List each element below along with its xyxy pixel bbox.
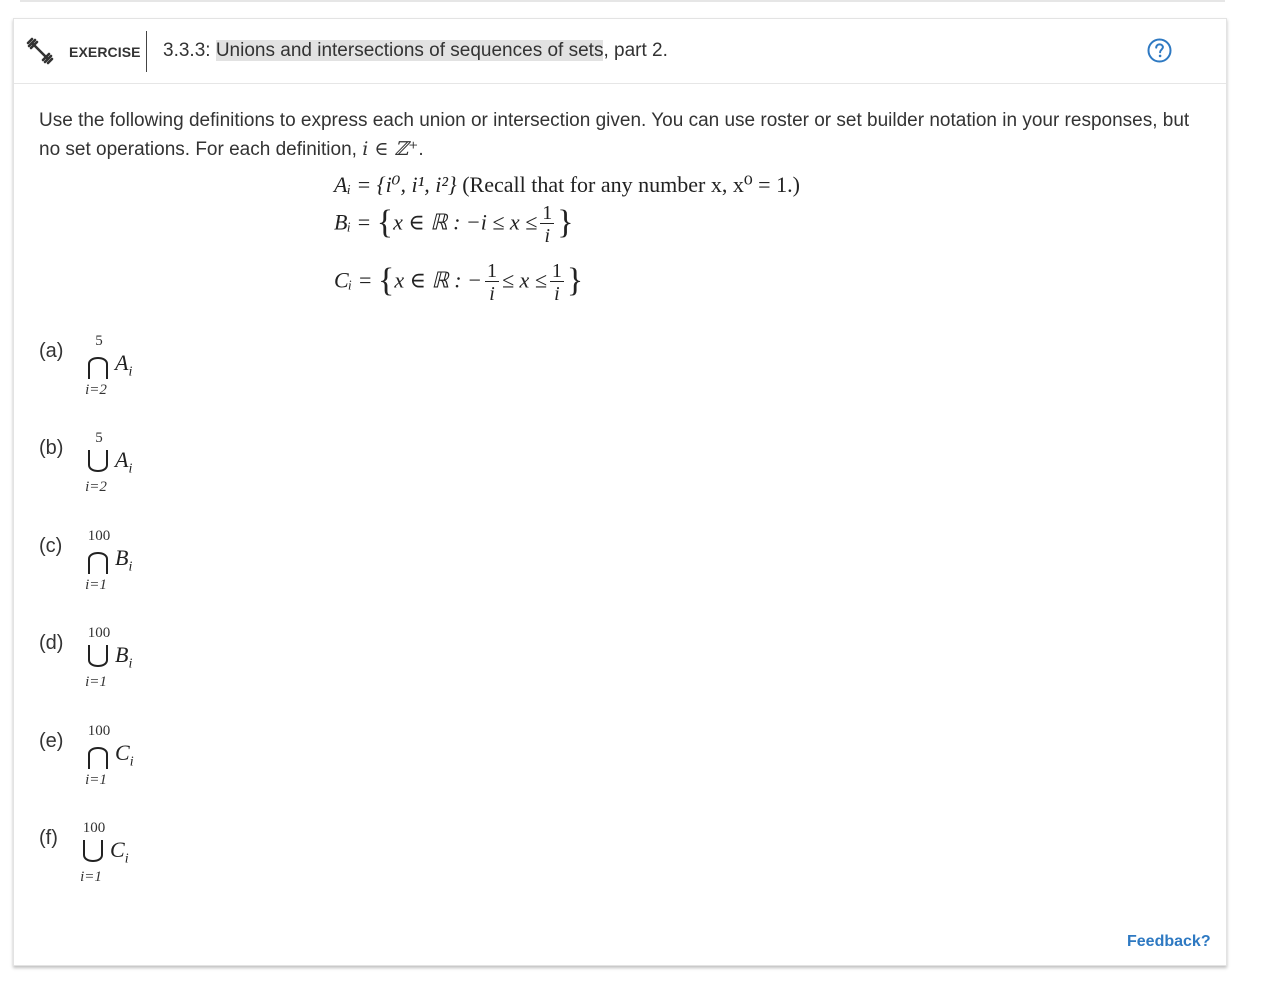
- header-divider: [146, 31, 147, 72]
- set-subscript: i: [128, 656, 133, 672]
- set-name: [115, 545, 132, 575]
- definition-a: [334, 172, 800, 198]
- instructions-math: i ∈ ℤ⁺: [362, 138, 419, 160]
- upper-bound: 5: [95, 430, 103, 446]
- right-brace: }: [566, 261, 584, 299]
- lower-bound: i=2: [85, 479, 107, 495]
- definition-c-lhs: Cᵢ =: [334, 267, 373, 293]
- instructions-end: .: [418, 139, 424, 160]
- part-f: [39, 820, 239, 897]
- exercise-title: [163, 40, 668, 62]
- set-name: [115, 740, 134, 770]
- instructions-body: Use the following definitions to express each union or intersection given. You can use roster or set builder notation in your responses, but no set operations. For each definition,: [39, 110, 1190, 160]
- exercise-type-label: EXERCISE: [69, 44, 141, 60]
- definition-b: [334, 203, 574, 246]
- set-symbol: A: [115, 350, 129, 375]
- lower-bound: i=1: [85, 674, 107, 690]
- exercise-number: 3.3.3:: [163, 40, 216, 61]
- lower-bound: i=1: [85, 772, 107, 788]
- part-label: (c): [39, 535, 63, 557]
- part-label: (f): [39, 827, 58, 849]
- set-subscript: i: [128, 559, 133, 575]
- upper-bound: 100: [87, 723, 111, 739]
- part-label: (b): [39, 437, 64, 459]
- lower-bound: i=2: [85, 382, 107, 398]
- right-brace: }: [557, 203, 574, 241]
- fraction-numerator: 1: [542, 202, 553, 224]
- top-rule: [20, 0, 1225, 2]
- intersection-icon: [86, 352, 110, 380]
- set-subscript: i: [128, 461, 133, 477]
- definition-c-mid: ≤ x ≤: [501, 267, 547, 293]
- set-name: [115, 447, 132, 477]
- part-a: [39, 333, 239, 410]
- part-label: (a): [39, 340, 64, 362]
- definition-b-fraction: [540, 203, 554, 246]
- part-label: (d): [39, 632, 64, 654]
- left-brace: {: [378, 261, 395, 299]
- set-symbol: B: [115, 545, 129, 570]
- set-name: [115, 350, 132, 380]
- definition-b-prefix: x ∈ ℝ : −i ≤ x ≤: [393, 209, 538, 235]
- definition-c-fraction-2: [550, 261, 564, 304]
- set-name: [110, 837, 129, 867]
- part-e: [39, 723, 239, 800]
- union-icon: [86, 644, 110, 672]
- definition-b-lhs: Bᵢ =: [334, 209, 372, 235]
- definition-a-body: {i⁰, i¹, i²}: [376, 172, 457, 197]
- fraction-denominator: i: [544, 225, 551, 247]
- instructions-text: [39, 106, 1209, 164]
- set-name: [115, 642, 132, 672]
- upper-bound: 5: [95, 333, 103, 349]
- definition-a-note: (Recall that for any number x, x⁰ = 1.): [462, 172, 800, 197]
- exercise-header: [14, 19, 1226, 84]
- union-icon: [81, 839, 105, 867]
- fraction-denominator: i: [489, 283, 495, 305]
- part-d: [39, 625, 239, 702]
- set-symbol: C: [115, 740, 130, 765]
- exercise-card: [13, 18, 1227, 966]
- intersection-icon: [86, 547, 110, 575]
- exercise-title-highlight: Unions and intersections of sequences of sets: [215, 40, 604, 61]
- lower-bound: i=1: [80, 869, 102, 885]
- intersection-icon: [86, 742, 110, 770]
- part-c: [39, 528, 239, 605]
- fraction-numerator: 1: [486, 260, 497, 282]
- definition-a-lhs: Aᵢ =: [334, 172, 372, 197]
- set-symbol: C: [110, 837, 125, 862]
- upper-bound: 100: [82, 820, 106, 836]
- set-subscript: i: [129, 754, 134, 770]
- upper-bound: 100: [87, 625, 111, 641]
- set-subscript: i: [128, 364, 133, 380]
- exercise-subtitle: , part 2.: [603, 40, 668, 61]
- definition-c: [334, 261, 583, 304]
- definition-c-fraction-1: [485, 261, 499, 304]
- part-label: (e): [39, 730, 64, 752]
- union-icon: [86, 449, 110, 477]
- left-brace: {: [376, 203, 394, 241]
- part-b: [39, 430, 239, 507]
- lower-bound: i=1: [85, 577, 107, 593]
- dumbbell-icon: [26, 37, 54, 65]
- upper-bound: 100: [87, 528, 111, 544]
- set-subscript: i: [124, 851, 129, 867]
- fraction-denominator: i: [554, 283, 560, 305]
- set-symbol: A: [115, 447, 129, 472]
- feedback-link[interactable]: Feedback?: [1127, 933, 1211, 950]
- set-symbol: B: [115, 642, 129, 667]
- help-icon[interactable]: [1147, 38, 1172, 63]
- fraction-numerator: 1: [551, 260, 562, 282]
- definition-c-prefix: x ∈ ℝ : −: [394, 267, 482, 293]
